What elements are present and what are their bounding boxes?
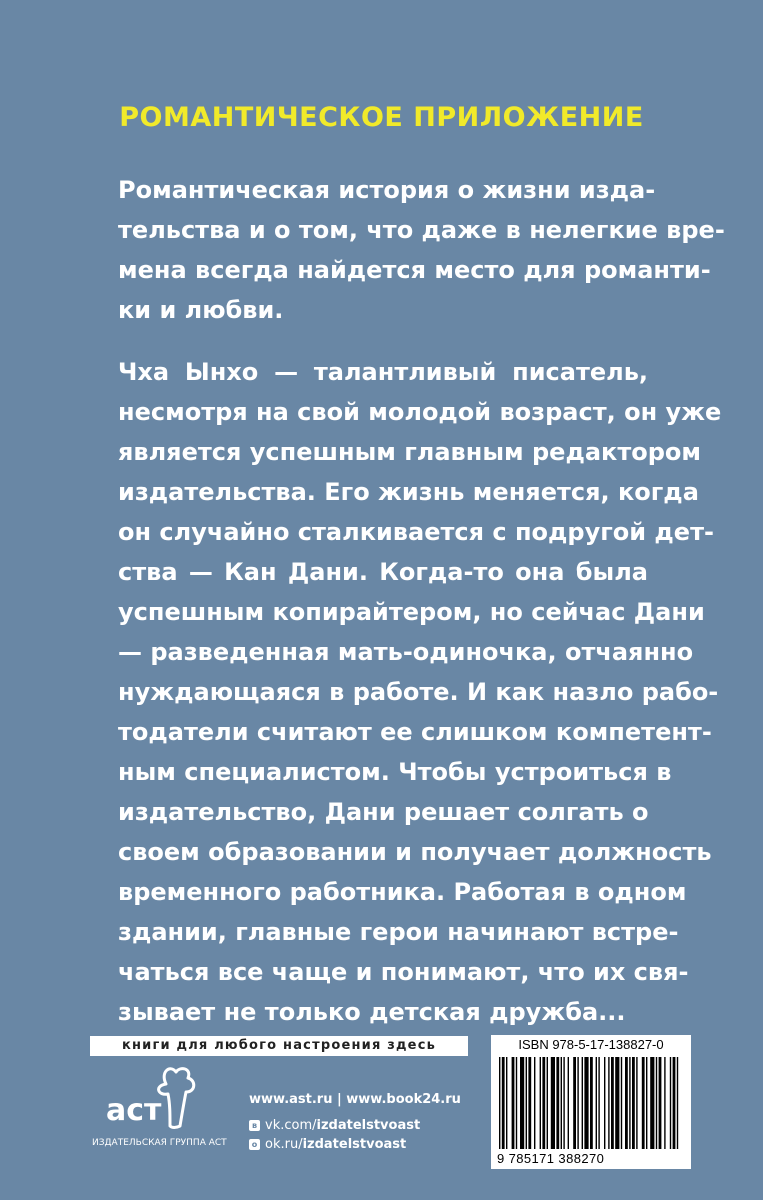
text-line: издательства. Его жизнь меняется, когда xyxy=(118,478,699,506)
logo-text: аст xyxy=(106,1093,162,1128)
barcode-bar xyxy=(611,1057,614,1149)
barcode-bars xyxy=(499,1057,683,1153)
text-line: тельства и о том, что даже в нелегкие вре- xyxy=(118,216,725,244)
website-links[interactable]: www.ast.ru | www.book24.ru xyxy=(249,1092,461,1107)
barcode-bar xyxy=(506,1057,507,1149)
barcode-bar xyxy=(582,1057,583,1149)
barcode-bar xyxy=(646,1057,647,1149)
barcode-bar xyxy=(577,1057,578,1149)
text-line: издательство, Дани решает солгать о xyxy=(118,798,649,826)
barcode-bar xyxy=(540,1057,541,1149)
barcode-bar xyxy=(659,1057,662,1149)
barcode-bar xyxy=(636,1057,637,1149)
isbn-barcode xyxy=(491,1035,691,1169)
barcode-bar xyxy=(520,1057,524,1149)
vk-handle: izdatelstvoast xyxy=(316,1118,421,1133)
barcode-bar xyxy=(650,1057,654,1149)
text-line: — разведенная мать-одиночка, отчаянно xyxy=(118,638,694,666)
text-line: он случайно сталкивается с подругой дет- xyxy=(118,518,714,546)
isbn-label: ISBN 978-5-17-138827-0 xyxy=(518,1037,664,1052)
text-line: временного работника. Работая в одном xyxy=(118,878,687,906)
barcode-bar xyxy=(547,1057,548,1149)
description-paragraph-1 xyxy=(118,170,725,330)
text-line: тодатели считают ее слишком компетент- xyxy=(118,718,712,746)
barcode-bar xyxy=(632,1057,635,1149)
barcode-bar xyxy=(664,1057,665,1149)
barcode-bar xyxy=(625,1057,628,1149)
text-line: ным специалистом. Чтобы устроиться в xyxy=(118,758,672,786)
ok-link[interactable] xyxy=(249,1137,406,1152)
text-line: своем образовании и получает должность xyxy=(118,838,712,866)
barcode-bar xyxy=(534,1057,535,1149)
text-line: ки и любви. xyxy=(118,296,284,324)
text-line: мена всегда найдется место для романти- xyxy=(118,256,711,284)
ast-logo xyxy=(100,1062,200,1132)
barcode-bar xyxy=(621,1057,622,1149)
barcode-bar xyxy=(598,1057,599,1149)
barcode-bar xyxy=(528,1057,531,1149)
text-line: Романтическая история о жизни изда- xyxy=(118,176,656,204)
barcode-bar xyxy=(561,1057,562,1149)
vk-prefix: vk.com/ xyxy=(265,1118,317,1133)
text-line: Чха Ынхо — талантливый писатель, xyxy=(118,358,648,386)
barcode-bar xyxy=(677,1057,678,1149)
barcode-bar xyxy=(590,1057,593,1149)
barcode-bar xyxy=(573,1057,576,1149)
text-line: зывает не только детская дружба... xyxy=(118,998,626,1026)
text-line: является успешным главным редактором xyxy=(118,438,702,466)
text-line: чаться все чаще и понимают, что их свя- xyxy=(118,958,689,986)
barcode-bar xyxy=(516,1057,517,1149)
barcode-bar xyxy=(608,1057,609,1149)
text-line: несмотря на свой молодой возраст, он уже xyxy=(118,398,722,426)
text-line: нуждающаяся в работе. И как назло рабо- xyxy=(118,678,719,706)
barcode-digits: 9 785171 388270 xyxy=(497,1151,605,1166)
barcode-bar xyxy=(656,1057,657,1149)
barcode-bar xyxy=(551,1057,555,1149)
barcode-bar xyxy=(563,1057,564,1149)
barcode-bar xyxy=(670,1057,671,1149)
barcode-bar xyxy=(673,1057,676,1149)
barcode-bar xyxy=(542,1057,545,1149)
slogan-banner: книги для любого настроения здесь xyxy=(90,1036,468,1056)
barcode-bar xyxy=(499,1057,500,1149)
barcode-bar xyxy=(615,1057,619,1149)
barcode-bar xyxy=(629,1057,630,1149)
barcode-bar xyxy=(642,1057,645,1149)
barcode-bar xyxy=(584,1057,588,1149)
text-line: здании, главные герои начинают встре- xyxy=(118,918,679,946)
text-line: успешным копирайтером, но сейчас Дани xyxy=(118,598,705,626)
barcode-bar xyxy=(556,1057,559,1149)
odnoklassniki-icon: о xyxy=(249,1139,260,1150)
barcode-bar xyxy=(512,1057,515,1149)
vk-icon: в xyxy=(249,1120,260,1131)
barcode-bar xyxy=(568,1057,569,1149)
publisher-name: ИЗДАТЕЛЬСКАЯ ГРУППА АСТ xyxy=(92,1138,227,1148)
barcode-bar xyxy=(596,1057,597,1149)
barcode-bar xyxy=(604,1057,605,1149)
text-line: ства — Кан Дани. Когда-то она была xyxy=(118,558,648,586)
description-paragraph-2 xyxy=(118,352,722,1032)
cover-title: РОМАНТИЧЕСКОЕ ПРИЛОЖЕНИЕ xyxy=(119,102,644,133)
vk-link[interactable] xyxy=(249,1118,420,1133)
barcode-bar xyxy=(502,1057,505,1149)
barcode-bar xyxy=(526,1057,527,1149)
ok-handle: izdatelstvoast xyxy=(302,1137,407,1152)
ok-prefix: ok.ru/ xyxy=(265,1137,303,1152)
